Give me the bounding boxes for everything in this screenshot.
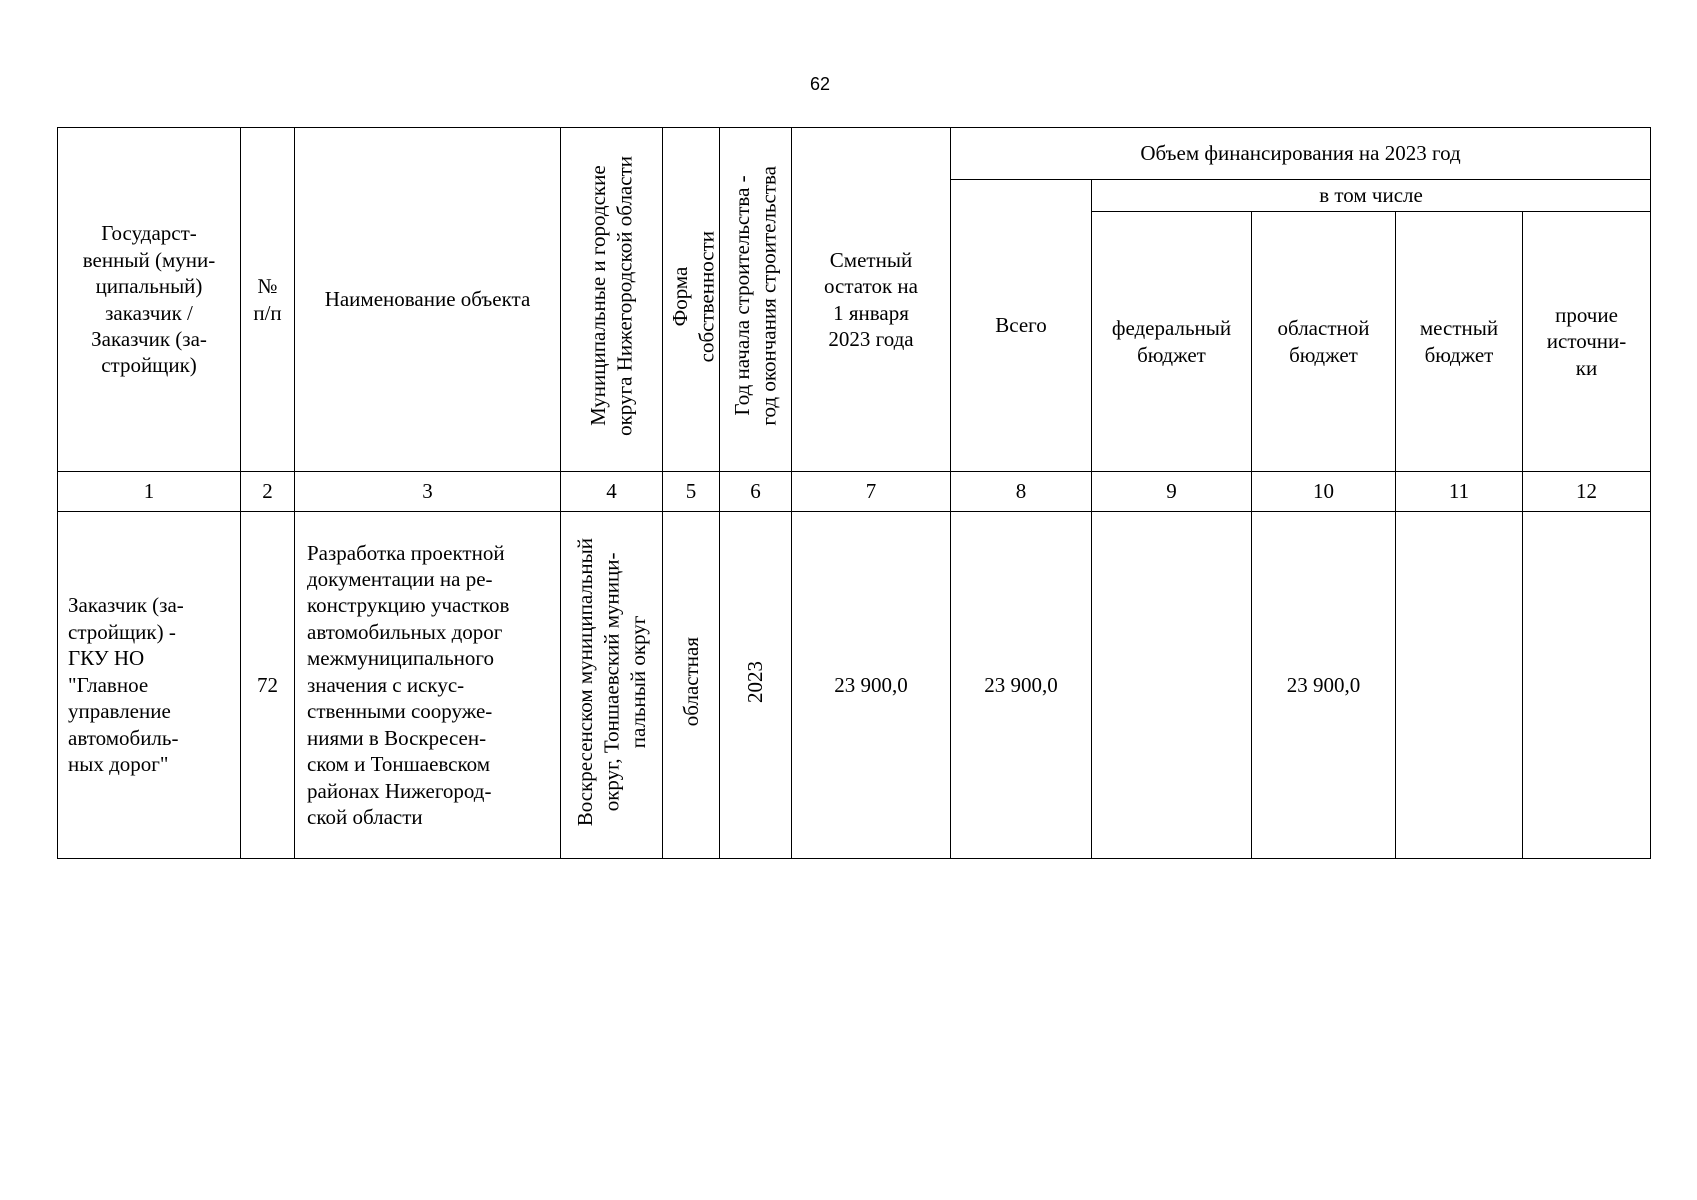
header-object-name: Наименование объекта bbox=[295, 128, 561, 472]
financing-table bbox=[57, 127, 1651, 859]
row-years bbox=[720, 512, 792, 859]
header-federal: федеральный бюджет bbox=[1092, 212, 1252, 472]
col-num-6: 6 bbox=[720, 472, 792, 512]
header-estimated-balance: Сметный остаток на 1 января 2023 года bbox=[792, 128, 951, 472]
row-ownership bbox=[663, 512, 720, 859]
table-row bbox=[58, 512, 1651, 859]
row-federal bbox=[1092, 512, 1252, 859]
page-number: 62 bbox=[809, 74, 831, 94]
col-num-9: 9 bbox=[1092, 472, 1252, 512]
row-local bbox=[1396, 512, 1523, 859]
row-municipality bbox=[561, 512, 663, 859]
row-customer: Заказчик (за- стройщик) - ГКУ НО "Главное управление автомобиль- ных дорог" bbox=[58, 512, 241, 859]
header-number: № п/п bbox=[241, 128, 295, 472]
row-total: 23 900,0 bbox=[951, 512, 1092, 859]
header-municipality-text: Муниципальные и городские округа Нижегородской области bbox=[586, 156, 637, 437]
col-num-12: 12 bbox=[1523, 472, 1651, 512]
row-municipality-text: Воскресенском муниципальный округ, Тоншаевский муници- пальный округ bbox=[572, 537, 650, 826]
col-num-1: 1 bbox=[58, 472, 241, 512]
col-num-7: 7 bbox=[792, 472, 951, 512]
col-num-3: 3 bbox=[295, 472, 561, 512]
header-including: в том числе bbox=[1092, 180, 1651, 212]
row-object-name: Разработка проектной документации на ре- конструкцию участков автомобильных дорог межмуниципального значения с искус- ственными сооруже- ниями в Воскресен- ском и Тоншаевском районах Нижегород- ской области bbox=[295, 512, 561, 859]
col-num-8: 8 bbox=[951, 472, 1092, 512]
row-number: 72 bbox=[241, 512, 295, 859]
col-num-5: 5 bbox=[663, 472, 720, 512]
header-years bbox=[720, 128, 792, 472]
column-number-row bbox=[58, 472, 1651, 512]
row-regional: 23 900,0 bbox=[1252, 512, 1396, 859]
header-regional: областной бюджет bbox=[1252, 212, 1396, 472]
header-years-text: Год начала строительства - год окончания строительства bbox=[730, 166, 781, 427]
header-other: прочие источни- ки bbox=[1523, 212, 1651, 472]
col-num-4: 4 bbox=[561, 472, 663, 512]
header-financing-group: Объем финансирования на 2023 год bbox=[951, 128, 1651, 180]
row-years-text: 2023 bbox=[743, 660, 768, 703]
header-ownership bbox=[663, 128, 720, 472]
row-ownership-text: областная bbox=[678, 637, 703, 727]
header-customer: Государст- венный (муни- ципальный) заказчик / Заказчик (за- стройщик) bbox=[58, 128, 241, 472]
header-total: Всего bbox=[951, 180, 1092, 472]
row-other bbox=[1523, 512, 1651, 859]
header-municipality bbox=[561, 128, 663, 472]
header-ownership-text: Форма собственности bbox=[668, 230, 719, 362]
header-local: местный бюджет bbox=[1396, 212, 1523, 472]
row-estimated-balance: 23 900,0 bbox=[792, 512, 951, 859]
col-num-10: 10 bbox=[1252, 472, 1396, 512]
col-num-11: 11 bbox=[1396, 472, 1523, 512]
col-num-2: 2 bbox=[241, 472, 295, 512]
